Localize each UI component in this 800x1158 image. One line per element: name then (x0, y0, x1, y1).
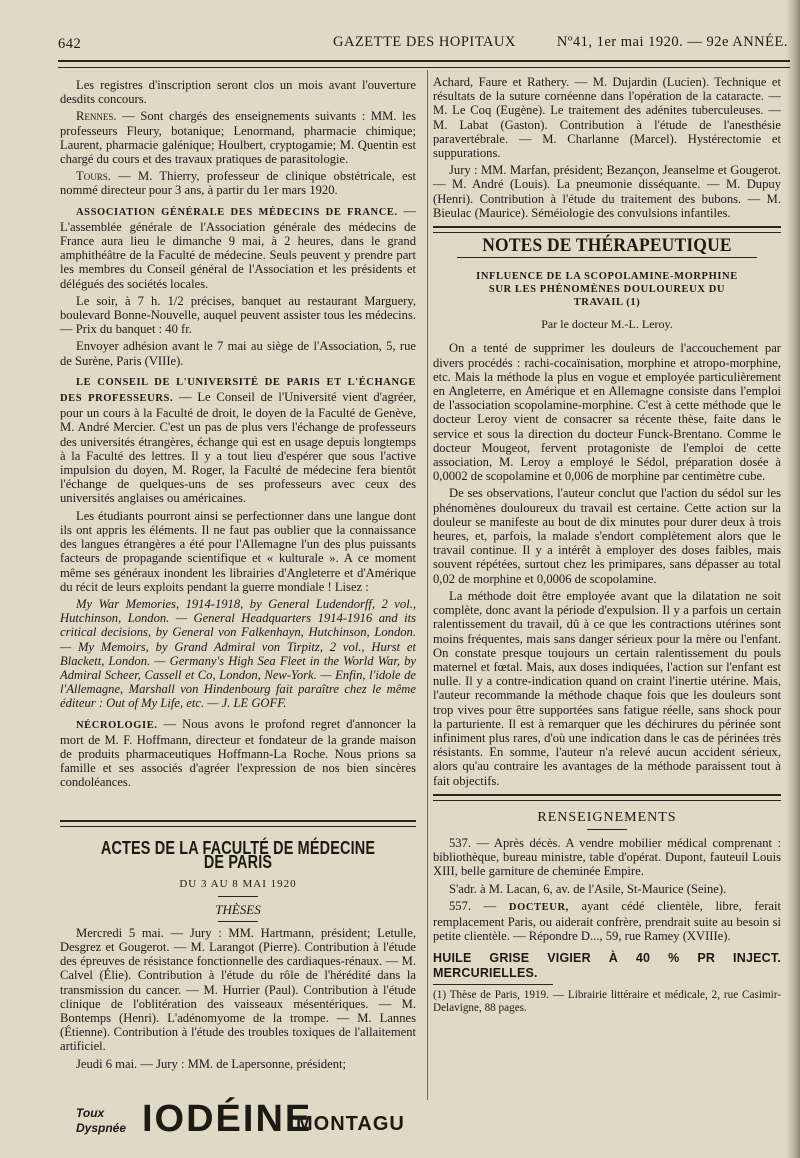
article-author: Par le docteur M.-L. Leroy. (541, 317, 673, 332)
paragraph: Mercredi 5 mai. — Jury : MM. Hartmann, président; Letulle, Desgrez et Gougerot. — M. Larangot (Pierre). Contribution à l'étude des épreuves de résistance fonctionnelle des cardiaques-rénaux. — M. Calvel (Élie). Contribution à l'étude du rôle de l'hérédité dans la transmission du cancer. — M. Hurrier (Paul). Contribution à l'étude clinique de l'oblitération des vaisseaux mésentériques. — M. Bontemps (Henri). L'adénomyome de la trompe. — M. Lannes (Étienne). Contribution à l'étude des troubles toxiques de l'allaitement artificiel. (60, 925, 416, 1054)
footnote: (1) Thèse de Paris, 1919. — Librairie littéraire et médicale, 2, rue Casimir-Delavigne, 88 pages. (433, 988, 781, 1014)
notice: S'adr. à M. Lacan, 6, av. de l'Asile, St-Maurice (Seine). (449, 881, 727, 896)
small-rule (433, 984, 553, 985)
small-rule (218, 896, 258, 897)
paragraph: Les étudiants pourront ainsi se perfectionner dans une langue dont ils ont appris les éléments. Il ne faut pas oublier que la connaissance des langues étrangères a été pour l'Allemagne l'un des plus puissants facteurs de propagande scientifique et « kulturale ». A ce moment même ses généraux inondent les librairies d'Angleterre et d'Amérique du récit de leurs exploits pendant la guerre mondiale ! Lisez : (60, 508, 416, 594)
paragraph: Tours. — M. Thierry, professeur de clinique obstétricale, est nommé directeur pour 3 ans, à partir du 1er mars 1920. (60, 169, 416, 198)
column-divider (427, 70, 428, 1100)
paragraph: Envoyer adhésion avant le 7 mai au siège de l'Association, 5, rue de Surène, Paris (VIIIe). (60, 339, 416, 368)
small-rule (218, 921, 258, 922)
acts-section (60, 820, 416, 1074)
paragraph: De ses observations, l'auteur conclut que l'action du sédol sur les phénomènes douloureux du travail est certaine. Cette action sur la douleur se manifeste au bout de dix minutes pour durer deux à trois heures, et, parfois, la malade s'endort complètement alors que le travail continue. Il y a intérêt à employer des doses faibles, mais souvent répétées, surtout chez les primipares, sans dépasser au total 0,02 de morphine et 0,0006 de scopolamine. (433, 486, 781, 586)
small-rule (587, 829, 627, 830)
notes-title: NOTES DE THÉRAPEUTIQUE (482, 235, 732, 257)
page-edge (786, 0, 800, 1158)
left-column (60, 78, 416, 793)
journal-title: GAZETTE DES HOPITAUX (333, 34, 516, 50)
paragraph: Achard, Faure et Rathery. — M. Dujardin (Lucien). Technique et résultats de la suture cornéenne dans l'opération de la cataracte. — M. Le Coq (Eugène). Le traitement des adénites tuberculeuses. — M. Labat (Gaston). Contribution à l'étude de l'anesthésie paravertébrale. — M. Charlanne (Marcel). Hystérectomie et suppurations. (433, 75, 781, 161)
ad-huile-grise: HUILE GRISE VIGIER À 40 % PR INJECT. MERCURIELLES. (433, 951, 781, 980)
header-rule (58, 60, 790, 68)
paragraph: Le soir, à 7 h. 1/2 précises, banquet au restaurant Marguery, boulevard Bonne-Nouvelle, auquel peuvent assister tous les médecins. — Prix du banquet : 40 fr. (60, 293, 416, 337)
paragraph: My War Memories, 1914-1918, by General Ludendorff, 2 vol., Hutchinson, London. — General Headquarters 1914-1916 and its critical decisions, by General von Falkenhayn, Hutchinson, London. — My Memoirs, by Grand Admiral von Tirpitz, 2 vol., Hurst et Blackett, London. — Germany's High Sea Fleet in the World War, by Admiral Scheer, Cassell et Co, London, New-York. — Enfin, l'idole de l'Allemagne, Marshall von Hindenbourg fait paraître chez le même éditeur : Out of My Life, etc. — J. LE GOFF. (60, 596, 416, 711)
acts-title: ACTES DE LA FACULTÉ DE MÉDECINE DE PARIS (100, 837, 376, 873)
acts-dates: DU 3 AU 8 MAI 1920 (179, 878, 297, 891)
paragraph: Jury : MM. Marfan, président; Bezançon, Jeanselme et Gougerot. — M. André (Louis). La pneumonie disséquante. — M. Dupuy (Henri). Contribution à l'étude du traitement des bubons. — M. Bieulac (Maurice). Séméiologie des convulsions infantiles. (433, 163, 781, 220)
theses-heading: THÈSES (215, 901, 261, 917)
notice: 557. — DOCTEUR, ayant cédé clientèle, libre, ferait remplacement Paris, ou aiderait confrère, prendrait suite au besoin si petite clientèle. — Répondre D..., 59, rue Ramey (XVIIIe). (433, 898, 781, 944)
rule (457, 257, 757, 258)
notice: 537. — Après décès. A vendre mobilier médical comprenant : bibliothèque, bureau ministre, table d'opérat. Dupont, fauteuil Louis XIII, belle garniture de cheminée Empire. (433, 835, 781, 879)
section-rule (433, 226, 781, 233)
right-column (433, 75, 781, 1015)
ad-maker: MONTAGU (296, 1113, 405, 1135)
issue-info: Nº41, 1er mai 1920. — 92e ANNÉE. (556, 34, 788, 50)
paragraph: Rennes. — Sont chargés des enseignements suivants : MM. les professeurs Fleury, botanique; Lenormand, pharmacie chimique; Laurent, pharmacie galénique; Houlbert, cryptogamie; M. Quentin est chargé du cours et des travaux pratiques de parasitologie. (60, 109, 416, 167)
iodeine-advertisement (58, 1100, 430, 1146)
paragraph: Jeudi 6 mai. — Jury : MM. de Lapersonne, président; (76, 1056, 347, 1071)
paragraph: On a tenté de supprimer les douleurs de l'accouchement par divers procédés : rachi-cocaïnisation, morphine et atropo-morphine, etc. Mais la méthode la plus en vogue et employée particulièrement en Angleterre, en Amérique et en Allemagne consiste dans l'emploi de l'association scopolamine-morphine. C'est à cette méthode que le docteur Leroy vient de consacrer sa récente thèse, faite dans le service et sous la direction du docteur Funck-Brentano. Comme le docteur Mougeot, fervent protagoniste de l'emploi de cette association, M. Leroy a employé le Sédol, préparation dosée à 0,0002 de scopolamine et 0,006 de morphine par centimètre cube. (433, 341, 781, 484)
page-header (58, 34, 788, 56)
paragraph: LE CONSEIL DE L'UNIVERSITÉ DE PARIS ET L'ÉCHANGE DES PROFESSEURS. — Le Conseil de l'Université vient d'agréer, pour un cours à la Faculté de droit, le doyen de la Faculté de Genève, M. André Mercier. C'est un pas de plus vers l'échange de professeurs des universités étrangères, échange qui est en usage depuis longtemps à la Faculté des lettres. Il y a tout lieu d'espérer que sous l'active impulsion du doyen, M. Roger, la Faculté de médecine fera bientôt l'échange de quelques-uns de ses professeurs avec ceux des universités anglaises ou américaines. (60, 376, 417, 506)
ad-indications: Toux Dyspnée (76, 1106, 127, 1135)
page-number: 642 (58, 36, 82, 52)
section-rule (433, 794, 781, 801)
section-rule (60, 820, 416, 827)
paragraph: La méthode doit être employée avant que la dilatation ne soit complète, donc avant la période d'expulsion. Il y a parfois un certain ralentissement du travail, dû à ce que les contractions utérines sont moins fréquentes, mais sans danger sérieux pour la mère ou l'enfant. On constate presque toujours un certain ralentissement du pouls maternel et fœtal. Mais, aux doses indiquées, l'action sur l'enfant est nulle. Il y a contre-indication quand on craint l'inertie utérine. Mais, l'auteur recommande la méthode chaque fois que les douleurs sont trop vives pour être supportées sans fatigue réelle, sans shock pour la parturiente. Il est à remarquer que les déchirures du périnée sont infiniment plus rares, d'où une indication dans le cas de périnées très résistants. En somme, l'auteur n'a relevé aucun accident sérieux, alors qu'au contraire les avantages de la méthode paraissent tout à fait objectifs. (433, 588, 781, 788)
paragraph: ASSOCIATION GÉNÉRALE DES MÉDECINS DE FRANCE. — L'assemblée générale de l'Association générale des médecins de France aura lieu le dimanche 9 mai, à 2 heures, dans le grand amphithéâtre de la Faculté de médecine. Seuls peuvent y prendre part les membres du Conseil général de l'Association et les présidents et délégués des sociétés locales. (60, 203, 417, 291)
rens-title: RENSEIGNEMENTS (537, 809, 677, 825)
ad-brand: IODÉINE (142, 1098, 313, 1140)
paragraph: Les registres d'inscription seront clos un mois avant l'ouverture desdits concours. (60, 78, 416, 107)
article-title: INFLUENCE DE LA SCOPOLAMINE-MORPHINE SUR LES PHÉNOMÈNES DOULOUREUX DU TRAVAIL (1) (476, 271, 738, 309)
paragraph: NÉCROLOGIE. — Nous avons le profond regret d'annoncer la mort de M. F. Hoffmann, directeur et fondateur de la grande maison de produits pharmaceutiques Hoffmann-La Roche. Nous prions sa famille et ses associés d'agréer l'expression de nos bien sincères condoléances. (60, 716, 416, 790)
